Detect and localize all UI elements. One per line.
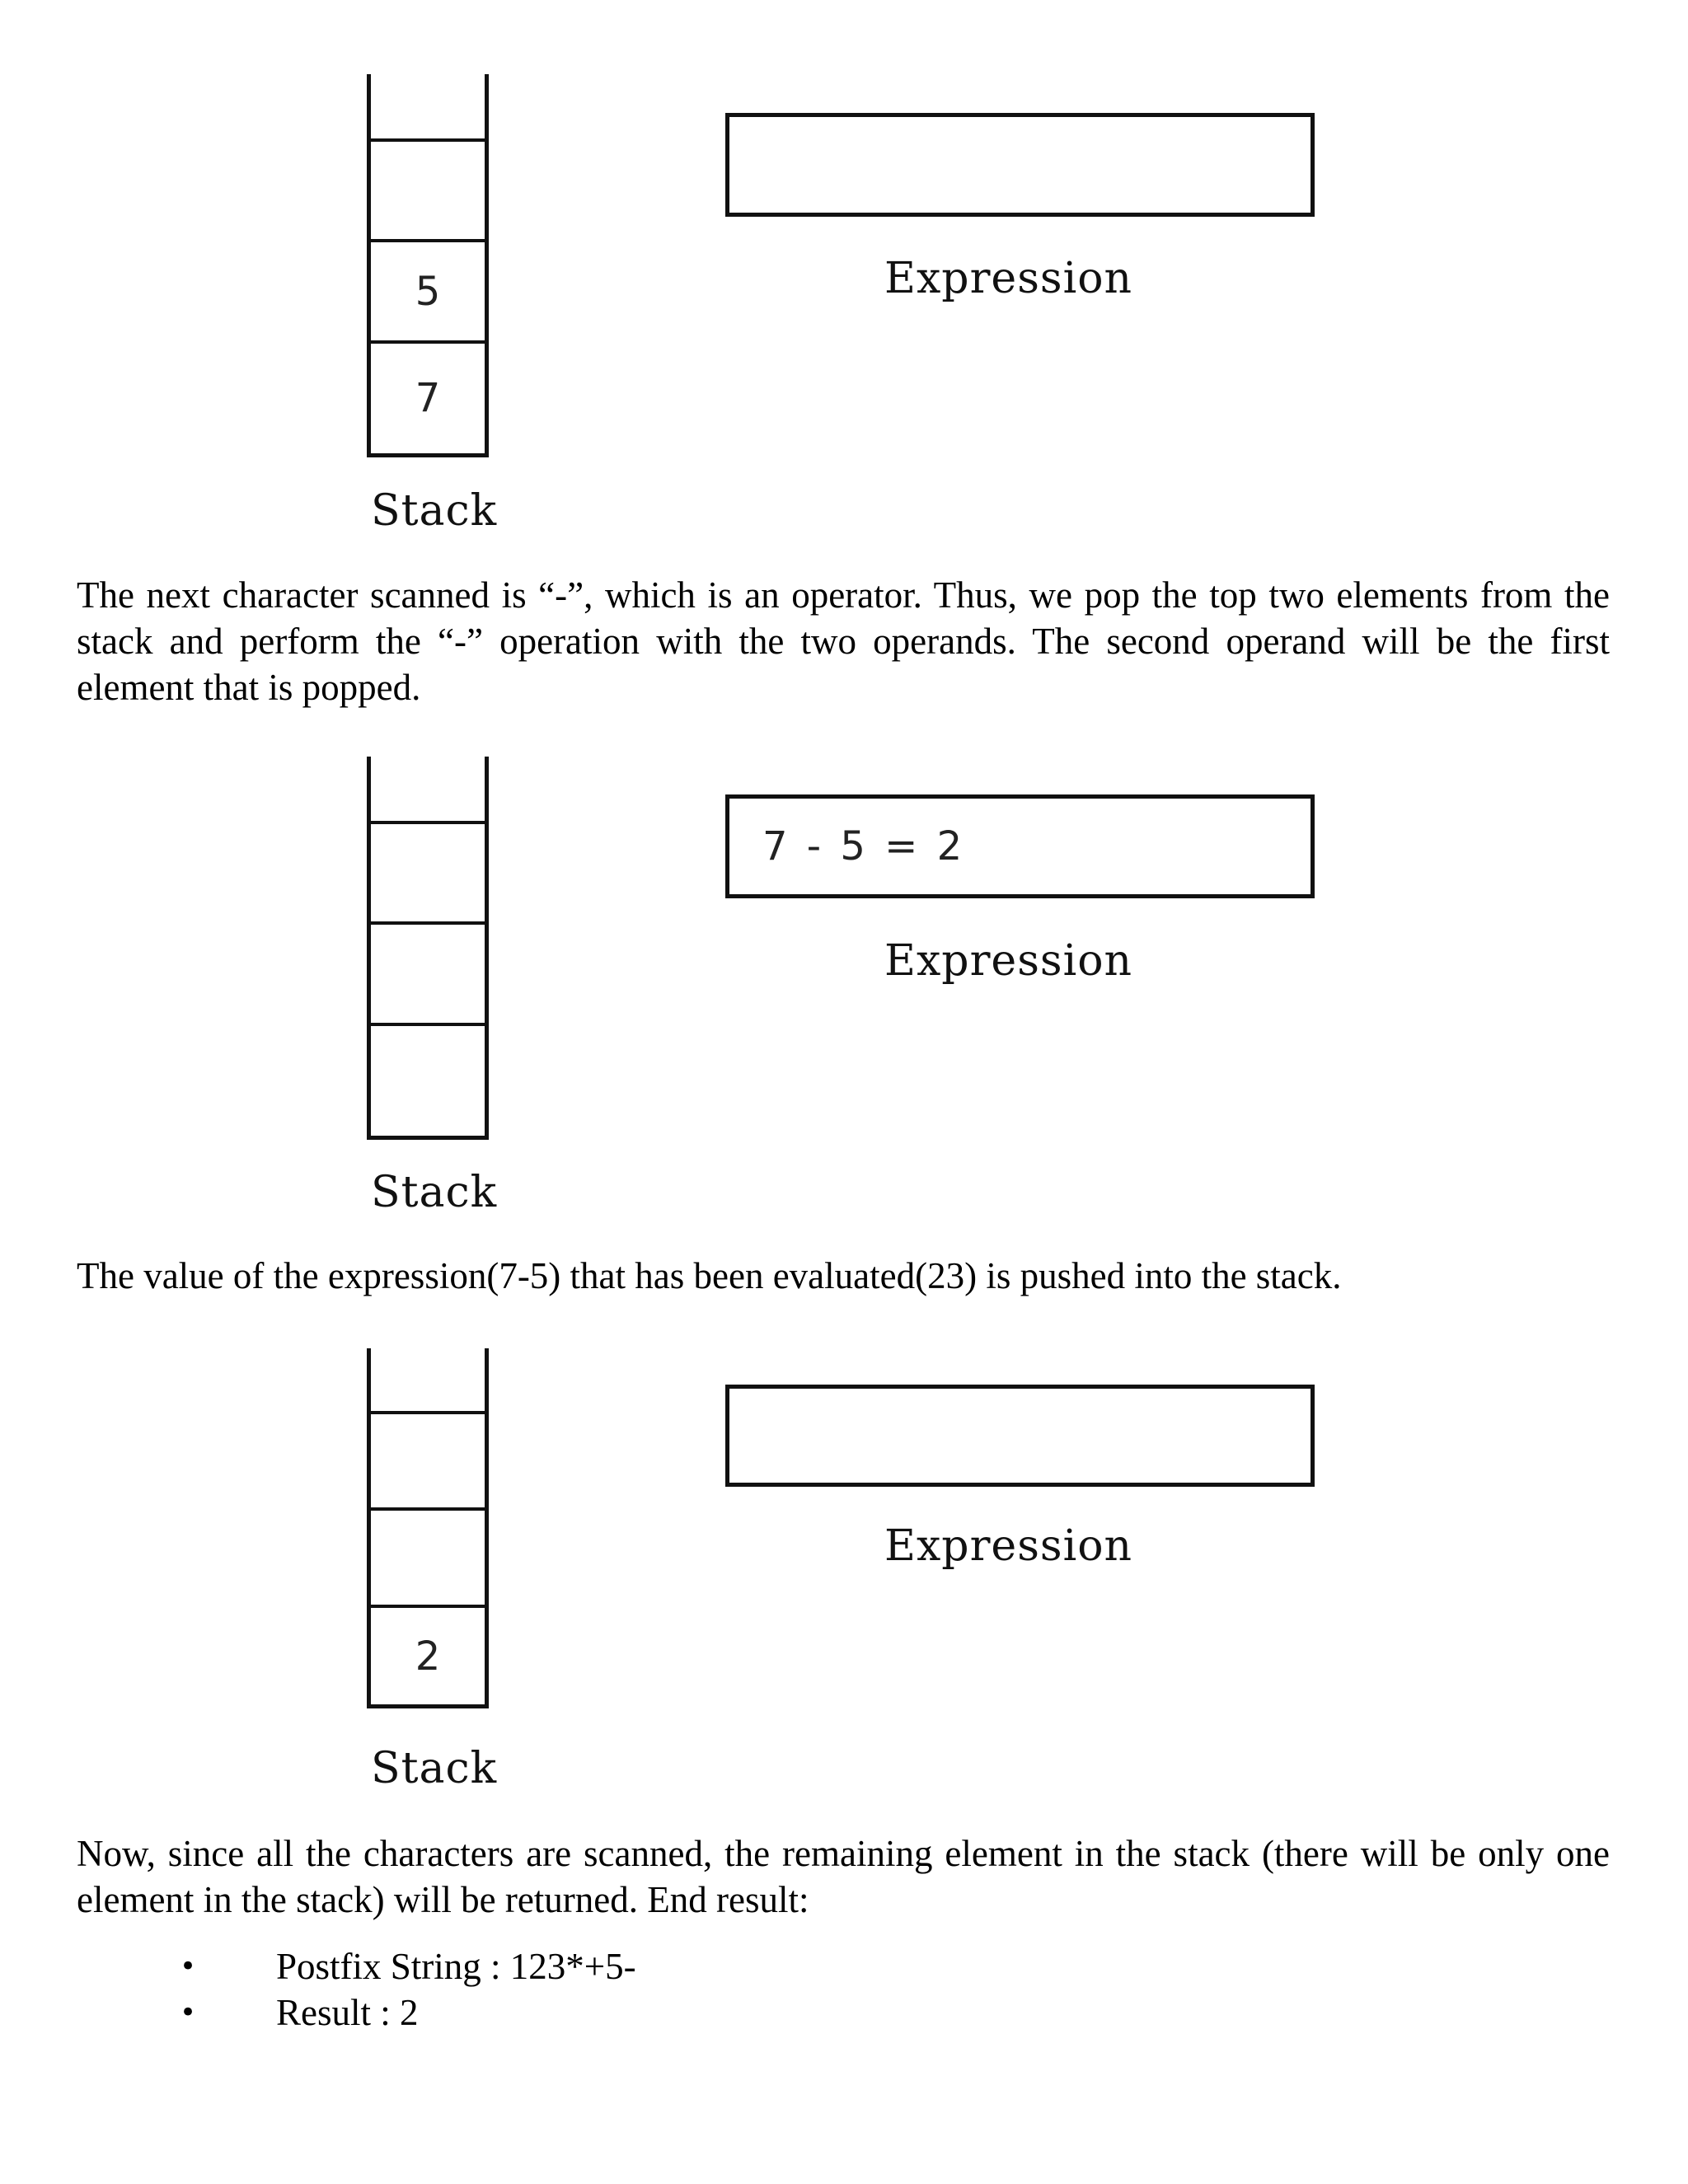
paragraph: Now, since all the characters are scanned, the remaining element in the stack (there will be only one element in the stack) will be returned. End result: <box>77 1833 1610 1920</box>
expression-box: 7 - 5 = 2 <box>725 794 1315 898</box>
expression-caption: Expression <box>884 254 1133 303</box>
result-list <box>0 1943 636 2036</box>
stack-bottom <box>367 1704 489 1708</box>
stack-wall-right <box>485 74 489 457</box>
stack-cell <box>371 925 485 1024</box>
stack-diagram <box>367 757 489 1140</box>
stack-diagram <box>367 1348 489 1708</box>
list-item-text: Result : 2 <box>276 1992 419 2033</box>
stack-cell <box>371 142 485 241</box>
list-item <box>0 1943 636 1990</box>
stack-caption: Stack <box>371 1168 498 1217</box>
stack-cell <box>371 1414 485 1507</box>
stack-caption: Stack <box>371 486 498 536</box>
expression-caption: Expression <box>884 936 1133 986</box>
paragraph: The next character scanned is “-”, which is an operator. Thus, we pop the top two elements from the stack and perform the “-” operation with the two operands. The second operand will be the first element that is popped. <box>77 574 1610 708</box>
bullet-icon: • <box>180 1950 197 1983</box>
stack-wall-right <box>485 757 489 1140</box>
stack-cell: 2 <box>415 1633 441 1680</box>
stack-bottom <box>367 453 489 457</box>
stack-cell: 5 <box>415 269 441 315</box>
paragraph: The value of the expression(7-5) that has been evaluated(23) is pushed into the stack. <box>77 1255 1342 1296</box>
stack-cell: 7 <box>415 375 441 421</box>
expression-caption: Expression <box>884 1521 1133 1571</box>
list-item <box>0 1990 636 2036</box>
stack-caption: Stack <box>371 1744 498 1793</box>
list-item-text: Postfix String : 123*+5- <box>276 1946 636 1987</box>
stack-cell <box>371 1026 485 1135</box>
stack-cell <box>371 824 485 923</box>
stack-bottom <box>367 1136 489 1140</box>
stack-diagram <box>367 74 489 457</box>
bullet-icon: • <box>180 1996 197 2029</box>
expression-box <box>725 1385 1315 1487</box>
stack-cell <box>371 1511 485 1605</box>
stack-wall-right <box>485 1348 489 1708</box>
expression-box <box>725 113 1315 217</box>
